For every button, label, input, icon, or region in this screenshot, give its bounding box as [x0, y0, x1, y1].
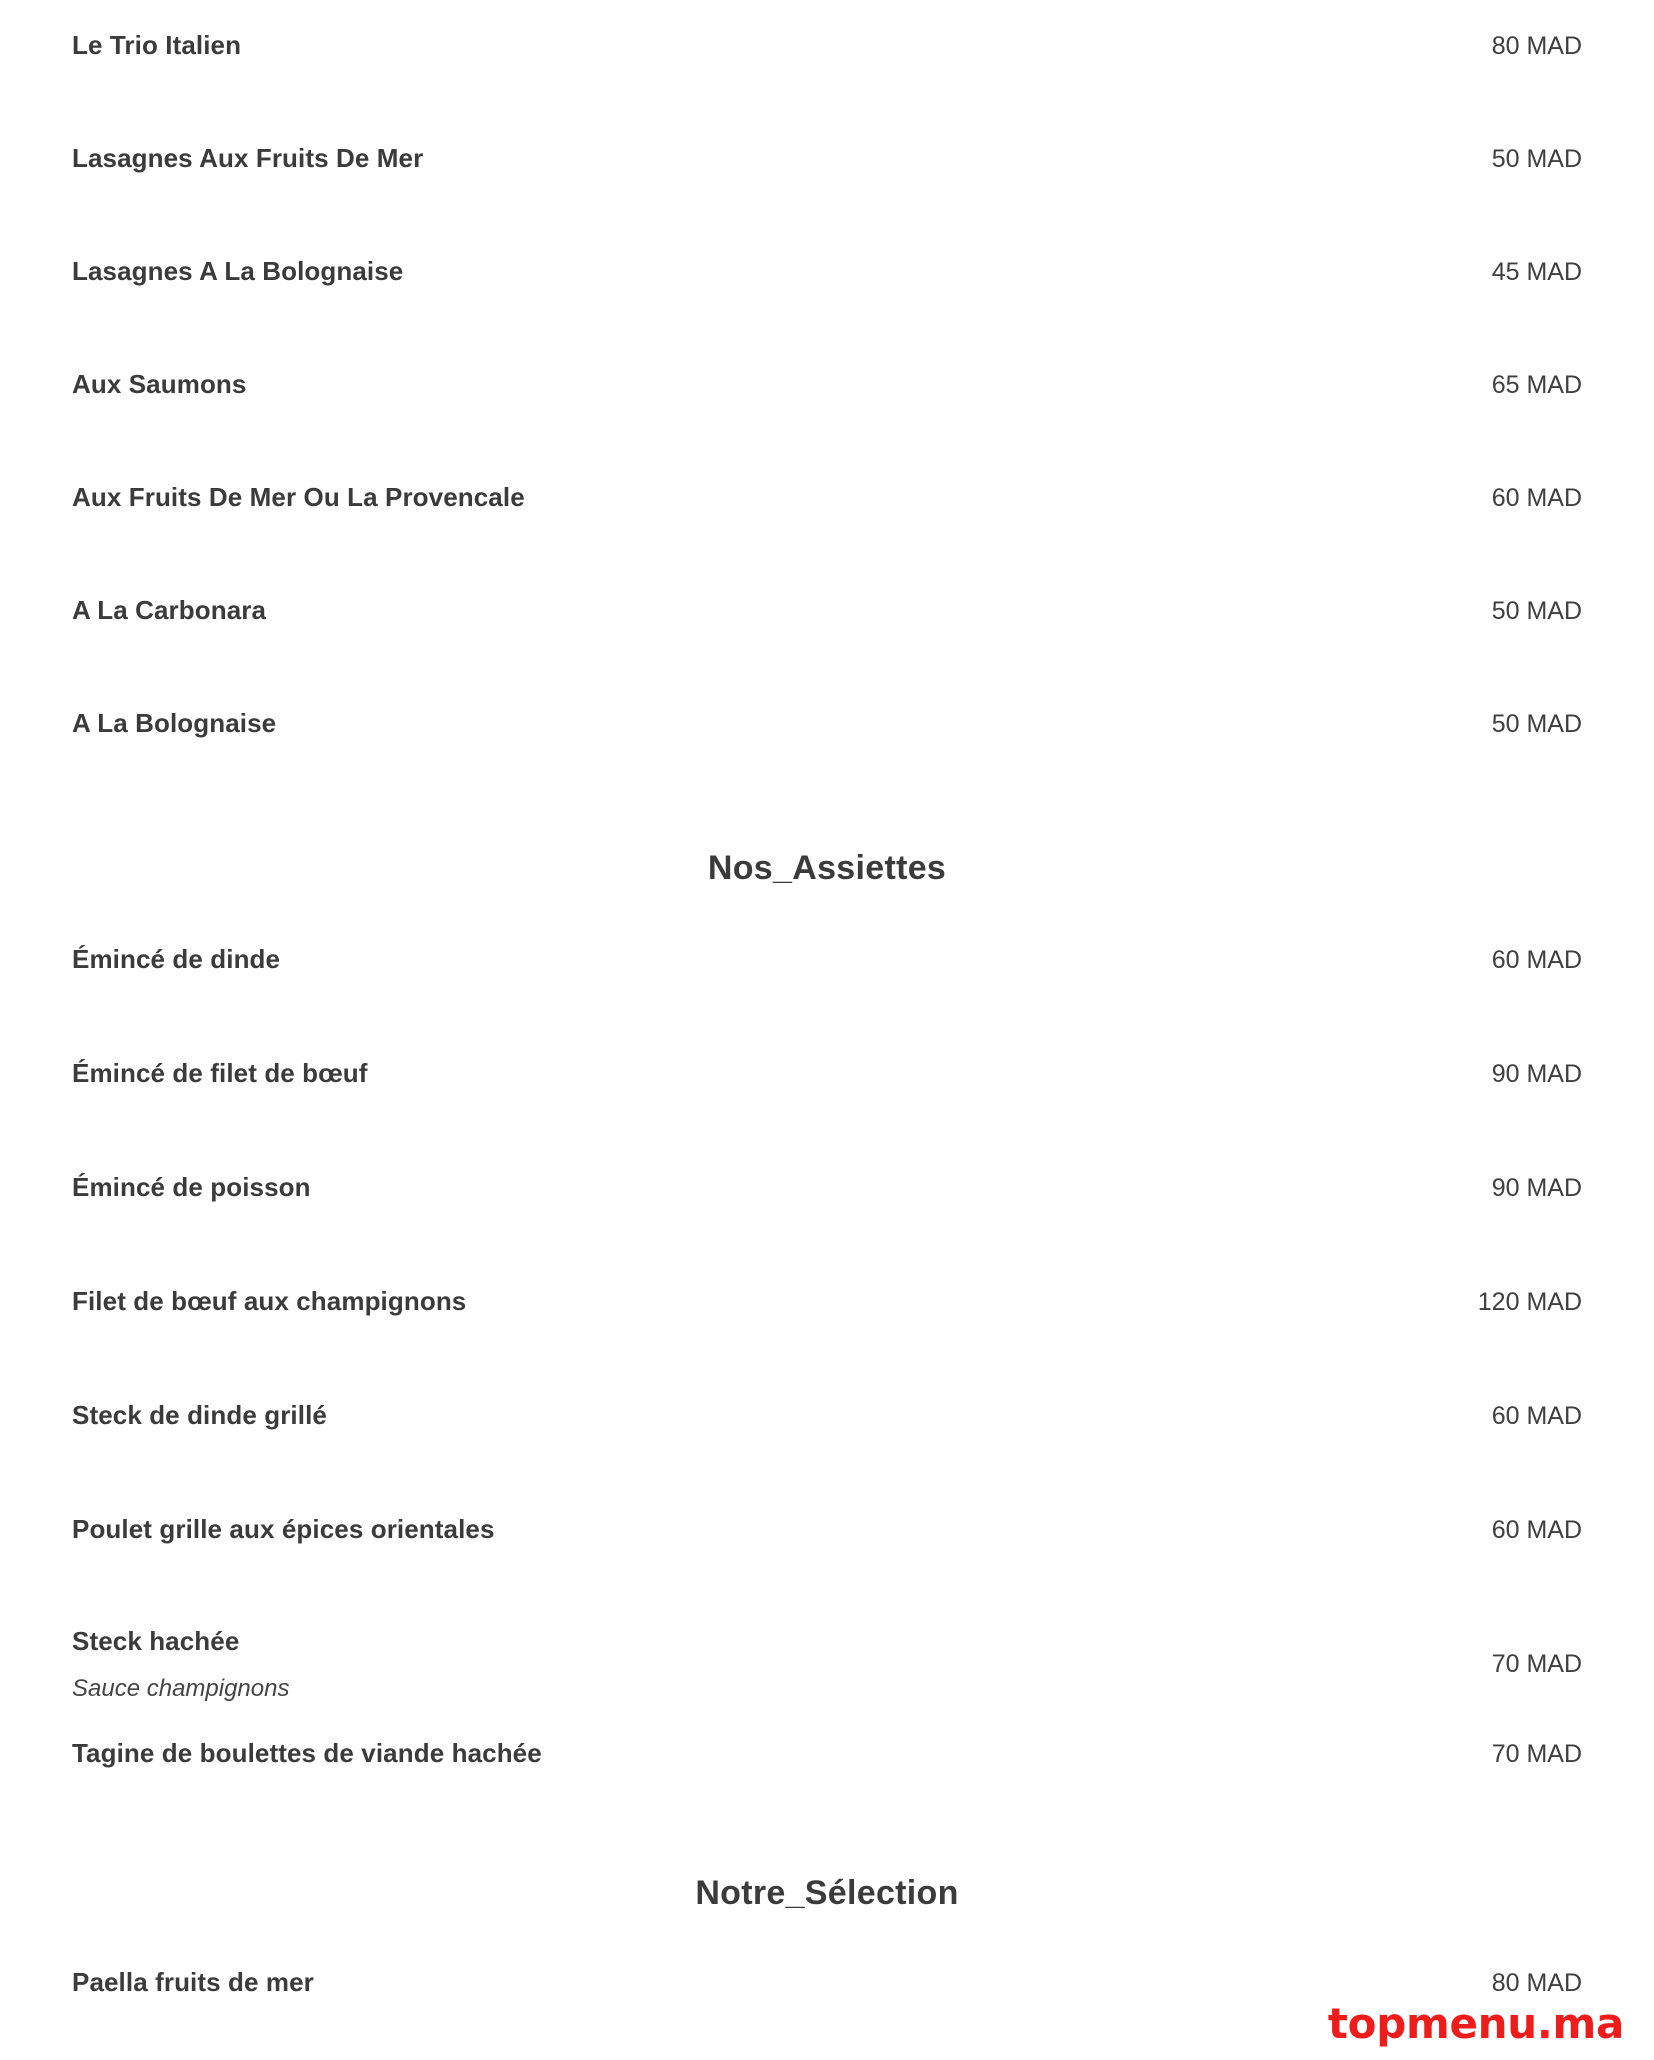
menu-item-price: 45 MAD — [1491, 258, 1582, 286]
menu-item-row — [72, 1708, 1582, 1822]
menu-item-row — [72, 914, 1582, 1028]
menu-item-info — [72, 565, 1462, 626]
menu-item-price: 60 MAD — [1491, 1402, 1582, 1430]
menu-item-row — [72, 678, 1582, 791]
menu-item-price: 65 MAD — [1491, 371, 1582, 399]
menu-item-info — [72, 1256, 1448, 1317]
menu-item-info — [72, 1708, 1462, 1769]
menu-item-price: 70 MAD — [1491, 1650, 1582, 1679]
menu-item-info — [72, 1937, 1462, 1998]
menu-item-name: Lasagnes A La Bolognaise — [72, 256, 404, 286]
menu-item-price: 60 MAD — [1491, 484, 1582, 512]
menu-item-row — [72, 1142, 1582, 1256]
menu-item-price: 80 MAD — [1491, 32, 1582, 60]
menu-item-price: 60 MAD — [1491, 946, 1582, 974]
menu-item-name: Steck hachée — [72, 1626, 240, 1656]
menu-item-info — [72, 1484, 1462, 1545]
menu-item-name: Steck de dinde grillé — [72, 1400, 327, 1430]
menu-item-description: Sauce champignons — [72, 1675, 290, 1703]
menu-item-price: 90 MAD — [1491, 1174, 1582, 1202]
menu-item-name: Émincé de dinde — [72, 944, 281, 974]
menu-section-pasta — [72, 0, 1582, 791]
menu-item-row — [72, 226, 1582, 339]
menu-item-info — [72, 914, 1462, 975]
menu-item-name: Aux Fruits De Mer Ou La Provencale — [72, 482, 525, 512]
menu-item-price: 90 MAD — [1491, 1060, 1582, 1088]
menu-item-name: Émincé de poisson — [72, 1172, 311, 1202]
menu-item-name: Poulet grille aux épices orientales — [72, 1514, 495, 1544]
menu-item-row — [72, 565, 1582, 678]
section-heading-assiettes: Nos_Assiettes — [707, 849, 947, 887]
menu-item-name: A La Carbonara — [72, 595, 267, 625]
menu-item-info — [72, 1142, 1462, 1203]
menu-item-price: 120 MAD — [1477, 1288, 1582, 1316]
menu-item-price: 60 MAD — [1491, 1516, 1582, 1544]
menu-item-row — [72, 339, 1582, 452]
menu-item-price: 50 MAD — [1491, 597, 1582, 625]
menu-item-row — [72, 0, 1582, 113]
menu-item-info — [72, 1028, 1462, 1089]
menu-item-name: Paella fruits de mer — [72, 1966, 314, 1997]
menu-item-row — [72, 1028, 1582, 1142]
menu-item-name: Le Trio Italien — [72, 30, 242, 60]
menu-item-row — [72, 1256, 1582, 1370]
menu-item-price: 50 MAD — [1491, 145, 1582, 173]
menu-item-price: 50 MAD — [1491, 710, 1582, 738]
menu-item-row — [72, 113, 1582, 226]
menu-item-info — [72, 1370, 1462, 1431]
menu-item-row — [72, 1370, 1582, 1484]
menu-item-info — [72, 226, 1462, 287]
menu-item-row — [72, 452, 1582, 565]
menu-item-name: Lasagnes Aux Fruits De Mer — [72, 143, 424, 173]
section-heading-selection: Notre_Sélection — [695, 1873, 959, 1912]
menu-item-price: 70 MAD — [1491, 1739, 1582, 1768]
menu-item-name: A La Bolognaise — [72, 708, 277, 738]
menu-item-name: Tagine de boulettes de viande hachée — [72, 1737, 542, 1768]
menu-item-info — [72, 0, 1462, 61]
watermark-topmenu: topmenu.ma — [1327, 1999, 1624, 2048]
menu-item-info — [72, 452, 1462, 513]
menu-item-info — [72, 339, 1462, 400]
menu-item-info — [72, 1626, 1462, 1704]
menu-item-name: Aux Saumons — [72, 369, 247, 399]
menu-item-info — [72, 113, 1462, 174]
menu-item-name: Filet de bœuf aux champignons — [72, 1286, 467, 1316]
menu-section-assiettes — [72, 791, 1582, 1822]
menu-item-price: 80 MAD — [1491, 1968, 1582, 1997]
menu-item-name: Émincé de filet de bœuf — [72, 1058, 368, 1088]
menu-item-row — [72, 1598, 1582, 1708]
menu-item-info — [72, 678, 1462, 739]
menu-item-row — [72, 1484, 1582, 1598]
